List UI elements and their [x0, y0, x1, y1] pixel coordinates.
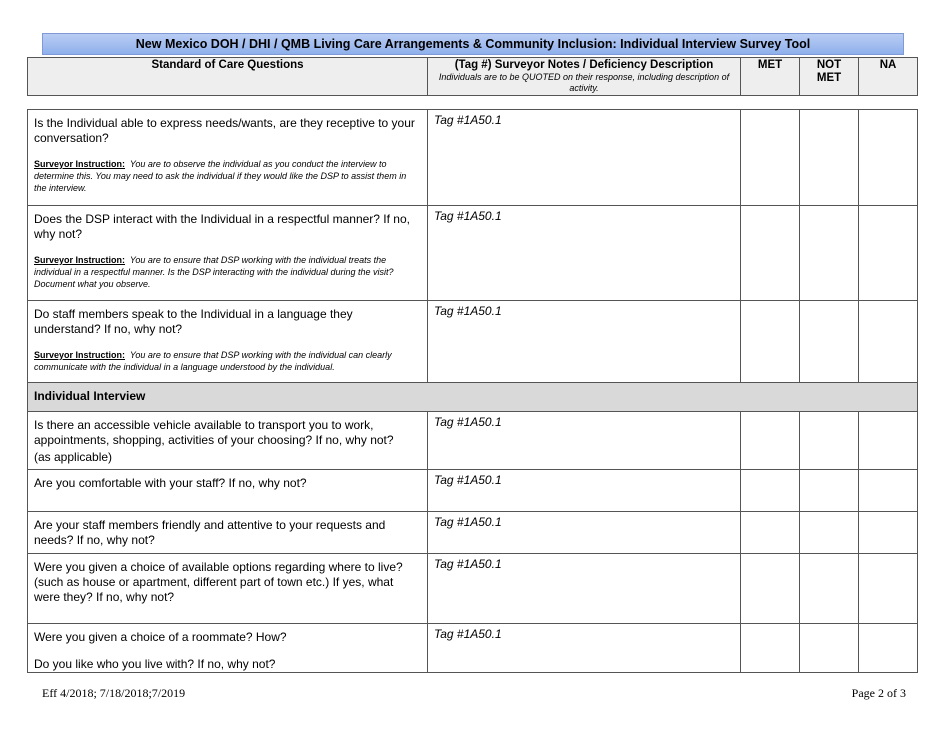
- na-cell[interactable]: [859, 301, 918, 383]
- not-met-cell[interactable]: [800, 110, 859, 206]
- table-row: [28, 110, 918, 206]
- met-cell[interactable]: [741, 412, 800, 470]
- question-cell: [28, 624, 428, 673]
- not-met-cell[interactable]: [800, 301, 859, 383]
- header-not-met: NOT MET: [800, 58, 859, 96]
- na-cell[interactable]: [859, 206, 918, 301]
- table-row: [28, 412, 918, 470]
- question-text: Were you given a choice of available options regarding where to live? (such as house or apartment, different part of town etc.) If yes, what were they? If no, why not?: [34, 560, 403, 604]
- tag-number: Tag #1A50.1: [434, 415, 502, 429]
- met-cell[interactable]: [741, 470, 800, 512]
- table-row: [28, 512, 918, 554]
- notes-cell[interactable]: [428, 301, 741, 383]
- question-cell: [28, 512, 428, 554]
- not-met-cell[interactable]: [800, 206, 859, 301]
- question-note: (as applicable): [34, 450, 113, 464]
- footer-page-number: Page 2 of 3: [851, 686, 906, 700]
- notes-cell[interactable]: [428, 624, 741, 673]
- not-met-cell[interactable]: [800, 470, 859, 512]
- header-table: [27, 57, 918, 96]
- met-cell[interactable]: [741, 624, 800, 673]
- na-cell[interactable]: [859, 512, 918, 554]
- tag-number: Tag #1A50.1: [434, 113, 502, 127]
- na-cell[interactable]: [859, 412, 918, 470]
- survey-table: [27, 109, 918, 673]
- met-cell[interactable]: [741, 110, 800, 206]
- question-cell: [28, 110, 428, 206]
- tag-number: Tag #1A50.1: [434, 627, 502, 641]
- question-text: Were you given a choice of a roommate? How?: [34, 630, 287, 644]
- notes-cell[interactable]: [428, 470, 741, 512]
- tag-number: Tag #1A50.1: [434, 557, 502, 571]
- question-text: Is the Individual able to express needs/wants, are they receptive to your conversation?: [34, 116, 415, 145]
- table-row: [28, 301, 918, 383]
- met-cell[interactable]: [741, 301, 800, 383]
- table-row: [28, 624, 918, 673]
- not-met-cell[interactable]: [800, 554, 859, 624]
- section-header-row: [28, 383, 918, 412]
- met-cell[interactable]: [741, 554, 800, 624]
- tag-number: Tag #1A50.1: [434, 209, 502, 223]
- surveyor-instruction: Surveyor Instruction: You are to ensure that DSP working with the individual treats the individual in a respectful manner. Is the DSP interacting with the individual during the visit? Document what you observe.: [34, 255, 394, 289]
- tag-number: Tag #1A50.1: [434, 473, 502, 487]
- question-cell: [28, 206, 428, 301]
- surveyor-instruction: Surveyor Instruction: You are to observe the individual as you conduct the interview to determine this. You may need to ask the individual if they would like the DSP to assist them in the interview.: [34, 159, 407, 193]
- question-text: Is there an accessible vehicle available to transport you to work, appointments, shopping, activities of your choosing? If no, why not?: [34, 418, 394, 447]
- na-cell[interactable]: [859, 624, 918, 673]
- not-met-cell[interactable]: [800, 624, 859, 673]
- table-row: [28, 206, 918, 301]
- question-text: Does the DSP interact with the Individual in a respectful manner? If no, why not?: [34, 212, 410, 241]
- na-cell[interactable]: [859, 554, 918, 624]
- document-title: New Mexico DOH / DHI / QMB Living Care Arrangements & Community Inclusion: Individual Interview Survey Tool: [42, 33, 904, 55]
- question-cell: [28, 301, 428, 383]
- tag-number: Tag #1A50.1: [434, 515, 502, 529]
- met-cell[interactable]: [741, 206, 800, 301]
- notes-cell[interactable]: [428, 206, 741, 301]
- footer-effective-dates: Eff 4/2018; 7/18/2018;7/2019: [42, 686, 186, 700]
- met-cell[interactable]: [741, 512, 800, 554]
- question-cell: [28, 412, 428, 470]
- table-row: [28, 470, 918, 512]
- header-notes: [428, 58, 741, 96]
- question-followup: Do you like who you live with? If no, why not?: [34, 657, 276, 671]
- notes-cell[interactable]: [428, 110, 741, 206]
- header-questions: Standard of Care Questions: [28, 58, 428, 96]
- tag-number: Tag #1A50.1: [434, 304, 502, 318]
- question-text: Are you comfortable with your staff? If no, why not?: [34, 476, 307, 490]
- question-cell: [28, 554, 428, 624]
- question-text: Are your staff members friendly and attentive to your requests and needs? If no, why not?: [34, 518, 386, 547]
- header-notes-title: (Tag #) Surveyor Notes / Deficiency Description: [454, 59, 714, 71]
- not-met-cell[interactable]: [800, 512, 859, 554]
- notes-cell[interactable]: [428, 512, 741, 554]
- surveyor-instruction: Surveyor Instruction: You are to ensure that DSP working with the individual can clearly communicate with the individual in a language understood by the individual.: [34, 350, 392, 372]
- na-cell[interactable]: [859, 110, 918, 206]
- header-na: NA: [859, 58, 918, 96]
- notes-cell[interactable]: [428, 554, 741, 624]
- question-text: Do staff members speak to the Individual in a language they understand? If no, why not?: [34, 307, 353, 336]
- section-label: Individual Interview: [28, 383, 918, 412]
- na-cell[interactable]: [859, 470, 918, 512]
- header-met: MET: [741, 58, 800, 96]
- not-met-cell[interactable]: [800, 412, 859, 470]
- header-notes-subtitle: Individuals are to be QUOTED on their response, including description of activity.: [438, 72, 730, 93]
- table-row: [28, 554, 918, 624]
- question-cell: [28, 470, 428, 512]
- notes-cell[interactable]: [428, 412, 741, 470]
